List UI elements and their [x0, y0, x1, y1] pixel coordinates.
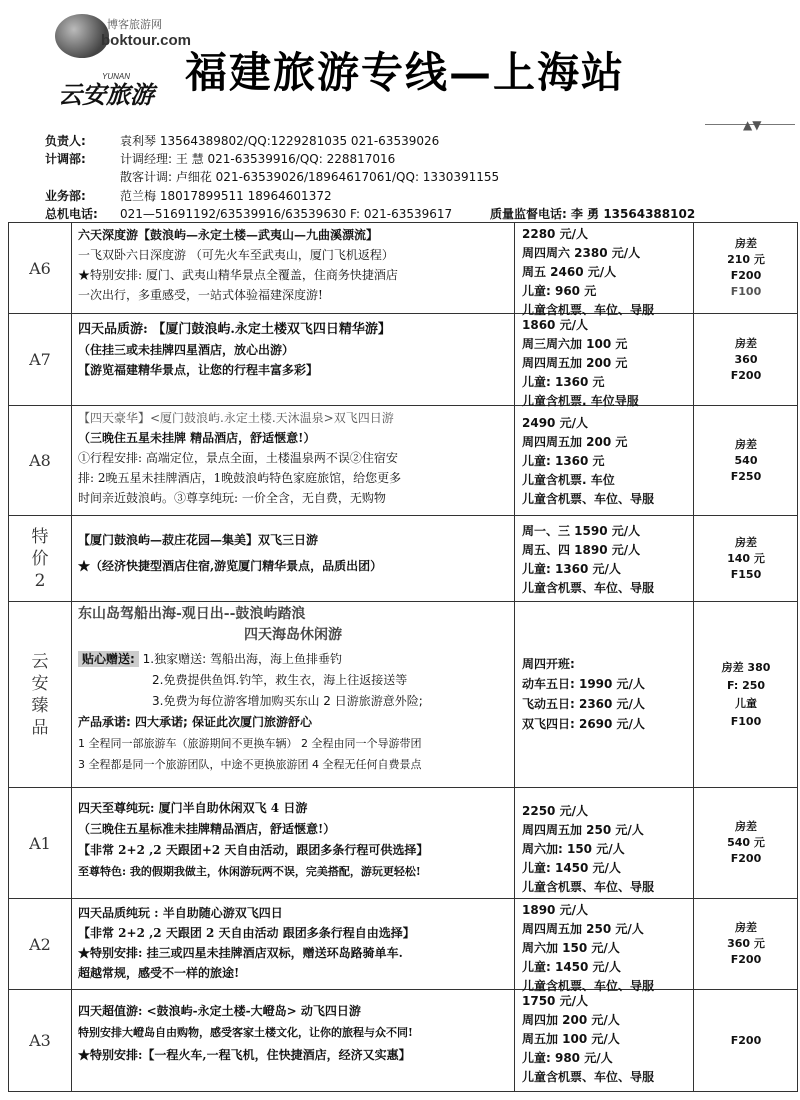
extra-line: 140 元	[727, 551, 765, 565]
extra-line: 房差	[735, 237, 757, 250]
price-line: 周四周五加 200 元	[522, 435, 628, 449]
bookmark-icon: ▲▼	[743, 118, 762, 132]
row-description	[72, 406, 515, 515]
desc-title: 东山岛驾船出海-观日出--鼓浪屿踏浪	[78, 606, 306, 622]
extra-line: F200	[730, 953, 762, 966]
extra-line: 210 元	[727, 253, 765, 266]
price-line: 儿童含机票. 车位导服	[522, 394, 639, 408]
desc-line: 特别安排大嶝岛自由购物，感受客家土楼文化，让你的旅程与众不同!	[78, 1026, 413, 1039]
row-extra	[695, 602, 797, 787]
extra-line: F200	[730, 269, 762, 282]
business-label: 业务部:	[45, 189, 86, 203]
desc-line: 六天深度游【鼓浪屿—永定土楼—武夷山—九曲溪漂流】	[78, 228, 379, 242]
desc-line: 四天品质纯玩 : 半自助随心游双飞四日	[78, 906, 283, 920]
price-line: 儿童: 1360 元/人	[522, 562, 621, 576]
table-row	[9, 602, 797, 788]
price-line: 儿童: 1450 元/人	[522, 960, 621, 974]
promise-point: 3 全程都是同一个旅游团队，中途不更换旅游团 4 全程无任何自费景点	[78, 758, 422, 771]
row-code	[9, 516, 72, 601]
row-extra	[695, 516, 797, 601]
row-code	[9, 602, 72, 787]
row-code-text: 特价2	[31, 526, 49, 591]
desc-line: 四天至尊纯玩: 厦门半自助休闲双飞 4 日游	[78, 801, 308, 815]
price-line: 儿童含机票、车位、导服	[522, 303, 655, 317]
extra-line: F250	[730, 469, 762, 483]
extra-line: F100	[730, 714, 762, 728]
desc-line: 一飞双卧六日深度游 （可先火车至武夷山，厦门飞机返程）	[78, 248, 394, 262]
row-extra	[695, 990, 797, 1091]
price-line: 儿童含机票、车位、导服	[522, 492, 655, 506]
price-line: 周一、三 1590 元/人	[522, 524, 641, 538]
desc-line: ①行程安排: 高端定位，景点全面，土楼温泉两不误②住宿安	[78, 451, 398, 465]
price-line: 儿童: 1360 元	[522, 454, 605, 468]
brand-logo-en: YUNAN	[102, 72, 131, 81]
extra-line: F200	[730, 852, 762, 865]
extra-line: F200	[730, 1033, 762, 1047]
price-line: 儿童含机票、车位、导服	[522, 880, 655, 894]
extra-line: F150	[730, 567, 762, 581]
row-description	[72, 314, 515, 405]
price-line: 儿童含机票、车位、导服	[522, 979, 655, 993]
main-phone-label: 总机电话:	[45, 207, 98, 221]
table-row	[9, 788, 797, 899]
row-description	[72, 516, 515, 601]
gift-item: 1.独家赠送: 驾船出海，海上鱼排垂钓	[142, 652, 342, 666]
price-line: 周四开班:	[522, 657, 575, 671]
row-prices	[516, 516, 694, 601]
retail-value: 散客计调: 卢细花 021-63539026/18964617061/QQ: 1330391155	[120, 170, 500, 184]
price-line: 周六加 150 元/人	[522, 941, 620, 955]
price-line: 2250 元/人	[522, 804, 588, 818]
logo-site-cn: 博客旅游网	[107, 18, 162, 31]
row-code: A7	[9, 314, 72, 405]
table-row	[9, 223, 797, 317]
planning-value: 计调经理: 王 慧 021-63539916/QQ: 228817016	[120, 152, 396, 166]
desc-line: 【厦门鼓浪屿—菽庄花园—集美】双飞三日游	[78, 533, 319, 547]
desc-line: （三晚住五星未挂牌 精品酒店，舒适惬意!）	[78, 431, 316, 445]
row-extra	[695, 788, 797, 898]
row-extra	[695, 406, 797, 515]
row-description	[72, 899, 515, 989]
desc-line: 时间亲近鼓浪屿。③尊享纯玩: 一价全含，无自费，无购物	[78, 491, 386, 505]
extra-line: F: 250	[726, 678, 766, 692]
desc-line: 【非常 2+2 ,2 天跟团+2 天自由活动，跟团多条行程可供选择】	[78, 843, 429, 857]
extra-line: 房差 380	[721, 660, 771, 674]
price-line: 2490 元/人	[522, 416, 588, 430]
row-extra	[695, 899, 797, 989]
quality-phone: 质量监督电话: 李 勇 13564388102	[490, 207, 696, 221]
desc-line: 四天超值游: <鼓浪屿-永定土楼-大嶝岛> 动飞四日游	[78, 1004, 361, 1018]
extra-line: 房差	[735, 535, 757, 549]
row-prices	[516, 788, 694, 898]
desc-line: 超越常规，感受不一样的旅途!	[78, 966, 240, 980]
price-line: 儿童: 960 元	[522, 284, 597, 298]
row-prices	[516, 899, 694, 993]
price-line: 周四加 200 元/人	[522, 1013, 620, 1027]
table-row	[9, 314, 797, 406]
desc-line: ★特别安排:【一程火车,一程飞机，住快捷酒店，经济又实惠】	[78, 1048, 411, 1062]
main-phone-value: 021—51691192/63539916/63539630 F: 021-63539617	[120, 207, 453, 221]
header	[0, 0, 800, 132]
table-row	[9, 990, 797, 1091]
row-code: A3	[9, 990, 72, 1091]
planning-label: 计调部:	[45, 152, 86, 166]
price-line: 儿童含机票、车位、导服	[522, 1070, 655, 1084]
desc-line: 四天品质游: 【厦门鼓浪屿.永定土楼双飞四日精华游】	[78, 322, 391, 337]
price-line: 周四周五加 250 元/人	[522, 922, 644, 936]
desc-line: ★（经济快捷型酒店住宿,游览厦门精华景点，品质出团）	[78, 559, 383, 573]
row-extra	[695, 314, 797, 405]
desc-line: ★特别安排: 厦门、武夷山精华景点全覆盖，住商务快捷酒店	[78, 268, 398, 282]
price-line: 周五 2460 元/人	[522, 265, 617, 279]
gift-item: 3.免费为每位游客增加购买东山 2 日游旅游意外险;	[152, 694, 423, 708]
table-row	[9, 406, 797, 516]
extra-line: 房差	[735, 820, 757, 833]
row-prices	[516, 602, 694, 787]
price-line: 儿童含机票、车位、导服	[522, 581, 655, 595]
decorative-line	[705, 118, 795, 132]
row-code: A8	[9, 406, 72, 515]
extra-line: 房差	[735, 336, 757, 350]
table-row	[9, 516, 797, 602]
manager-label: 负责人:	[45, 134, 86, 148]
extra-line: 360	[734, 352, 758, 366]
row-description	[72, 788, 515, 898]
desc-line: 【非常 2+2 ,2 天跟团 2 天自由活动 跟团多条行程自由选择】	[78, 926, 415, 940]
row-extra	[695, 223, 797, 313]
extra-line: 540	[734, 453, 758, 467]
manager-value: 袁利琴 13564389802/QQ:1229281035 021-63539026	[120, 134, 440, 148]
price-line: 周四周六 2380 元/人	[522, 246, 641, 260]
extra-line: 360 元	[727, 937, 765, 950]
logo-url: boktour.com	[101, 32, 192, 49]
price-line: 儿童: 1360 元	[522, 375, 605, 389]
row-prices	[516, 990, 694, 1091]
desc-line: （住挂三或未挂牌四星酒店，放心出游）	[78, 343, 295, 357]
row-prices	[516, 223, 694, 317]
price-line: 儿童: 1450 元/人	[522, 861, 621, 875]
price-line: 双飞四日: 2690 元/人	[522, 717, 645, 731]
row-prices	[516, 314, 694, 408]
desc-line: 【游览福建精华景点，让您的行程丰富多彩】	[78, 363, 319, 377]
price-line: 1860 元/人	[522, 318, 588, 332]
gift-label: 贴心赠送:	[78, 651, 139, 667]
price-line: 1750 元/人	[522, 994, 588, 1008]
price-line: 周五加 100 元/人	[522, 1032, 620, 1046]
desc-subtitle: 四天海岛休闲游	[244, 627, 342, 643]
price-line: 2280 元/人	[522, 227, 588, 241]
price-line: 儿童: 980 元/人	[522, 1051, 613, 1065]
price-line: 周四周五加 200 元	[522, 356, 628, 370]
row-code-text: 云安臻品	[31, 651, 49, 738]
row-description	[72, 990, 515, 1091]
row-code: A2	[9, 899, 72, 989]
row-code: A1	[9, 788, 72, 898]
price-line: 周六加: 150 元/人	[522, 842, 625, 856]
page-title: 福建旅游专线—上海站	[185, 48, 626, 97]
price-line: 周五、四 1890 元/人	[522, 543, 641, 557]
desc-line: 【四天豪华】<厦门鼓浪屿.永定土楼.天沐温泉>双飞四日游	[78, 411, 394, 425]
gift-item: 2.免费提供鱼饵.钓竿，救生衣，海上往返接送等	[152, 673, 408, 687]
price-line: 儿童含机票. 车位	[522, 473, 615, 487]
row-description	[72, 602, 515, 787]
price-line: 1890 元/人	[522, 903, 588, 917]
logo[interactable]	[55, 14, 192, 74]
row-code: A6	[9, 223, 72, 313]
desc-line: （三晚住五星标准未挂牌精品酒店，舒适惬意!）	[78, 822, 336, 836]
price-line: 周三周六加 100 元	[522, 337, 628, 351]
extra-line: 房差	[735, 437, 757, 451]
row-description	[72, 223, 515, 313]
price-line: 周四周五加 250 元/人	[522, 823, 644, 837]
extra-line: 儿童	[735, 696, 757, 710]
desc-line: 一次出行，多重感受，一站式体验福建深度游!	[78, 288, 323, 302]
promise-point: 1 全程同一部旅游车（旅游期间不更换车辆） 2 全程由同一个导游带团	[78, 737, 422, 750]
desc-line: 排: 2晚五星未挂牌酒店，1晚鼓浪屿特色家庭旅馆，给您更多	[78, 471, 402, 485]
desc-line: 至尊特色: 我的假期我做主，休闲游玩两不误，完美搭配，游玩更轻松!	[78, 865, 421, 878]
price-line: 飞动五日: 2360 元/人	[522, 697, 645, 711]
extra-line: F100	[730, 285, 762, 298]
promise-line: 产品承诺: 四大承诺; 保证此次厦门旅游舒心	[78, 715, 312, 729]
business-value: 范兰梅 18017899511 18964601372	[120, 189, 332, 203]
tour-table	[8, 222, 798, 1092]
price-line: 动车五日: 1990 元/人	[522, 677, 645, 691]
extra-line: 房差	[735, 921, 757, 934]
desc-line: ★特别安排: 挂三或四星未挂牌酒店双标，赠送环岛路骑单车.	[78, 946, 403, 960]
extra-line: F200	[730, 368, 762, 382]
row-prices	[516, 406, 694, 515]
table-row	[9, 899, 797, 993]
brand-logo: 云安旅游	[58, 80, 154, 109]
extra-line: 540 元	[727, 836, 765, 849]
